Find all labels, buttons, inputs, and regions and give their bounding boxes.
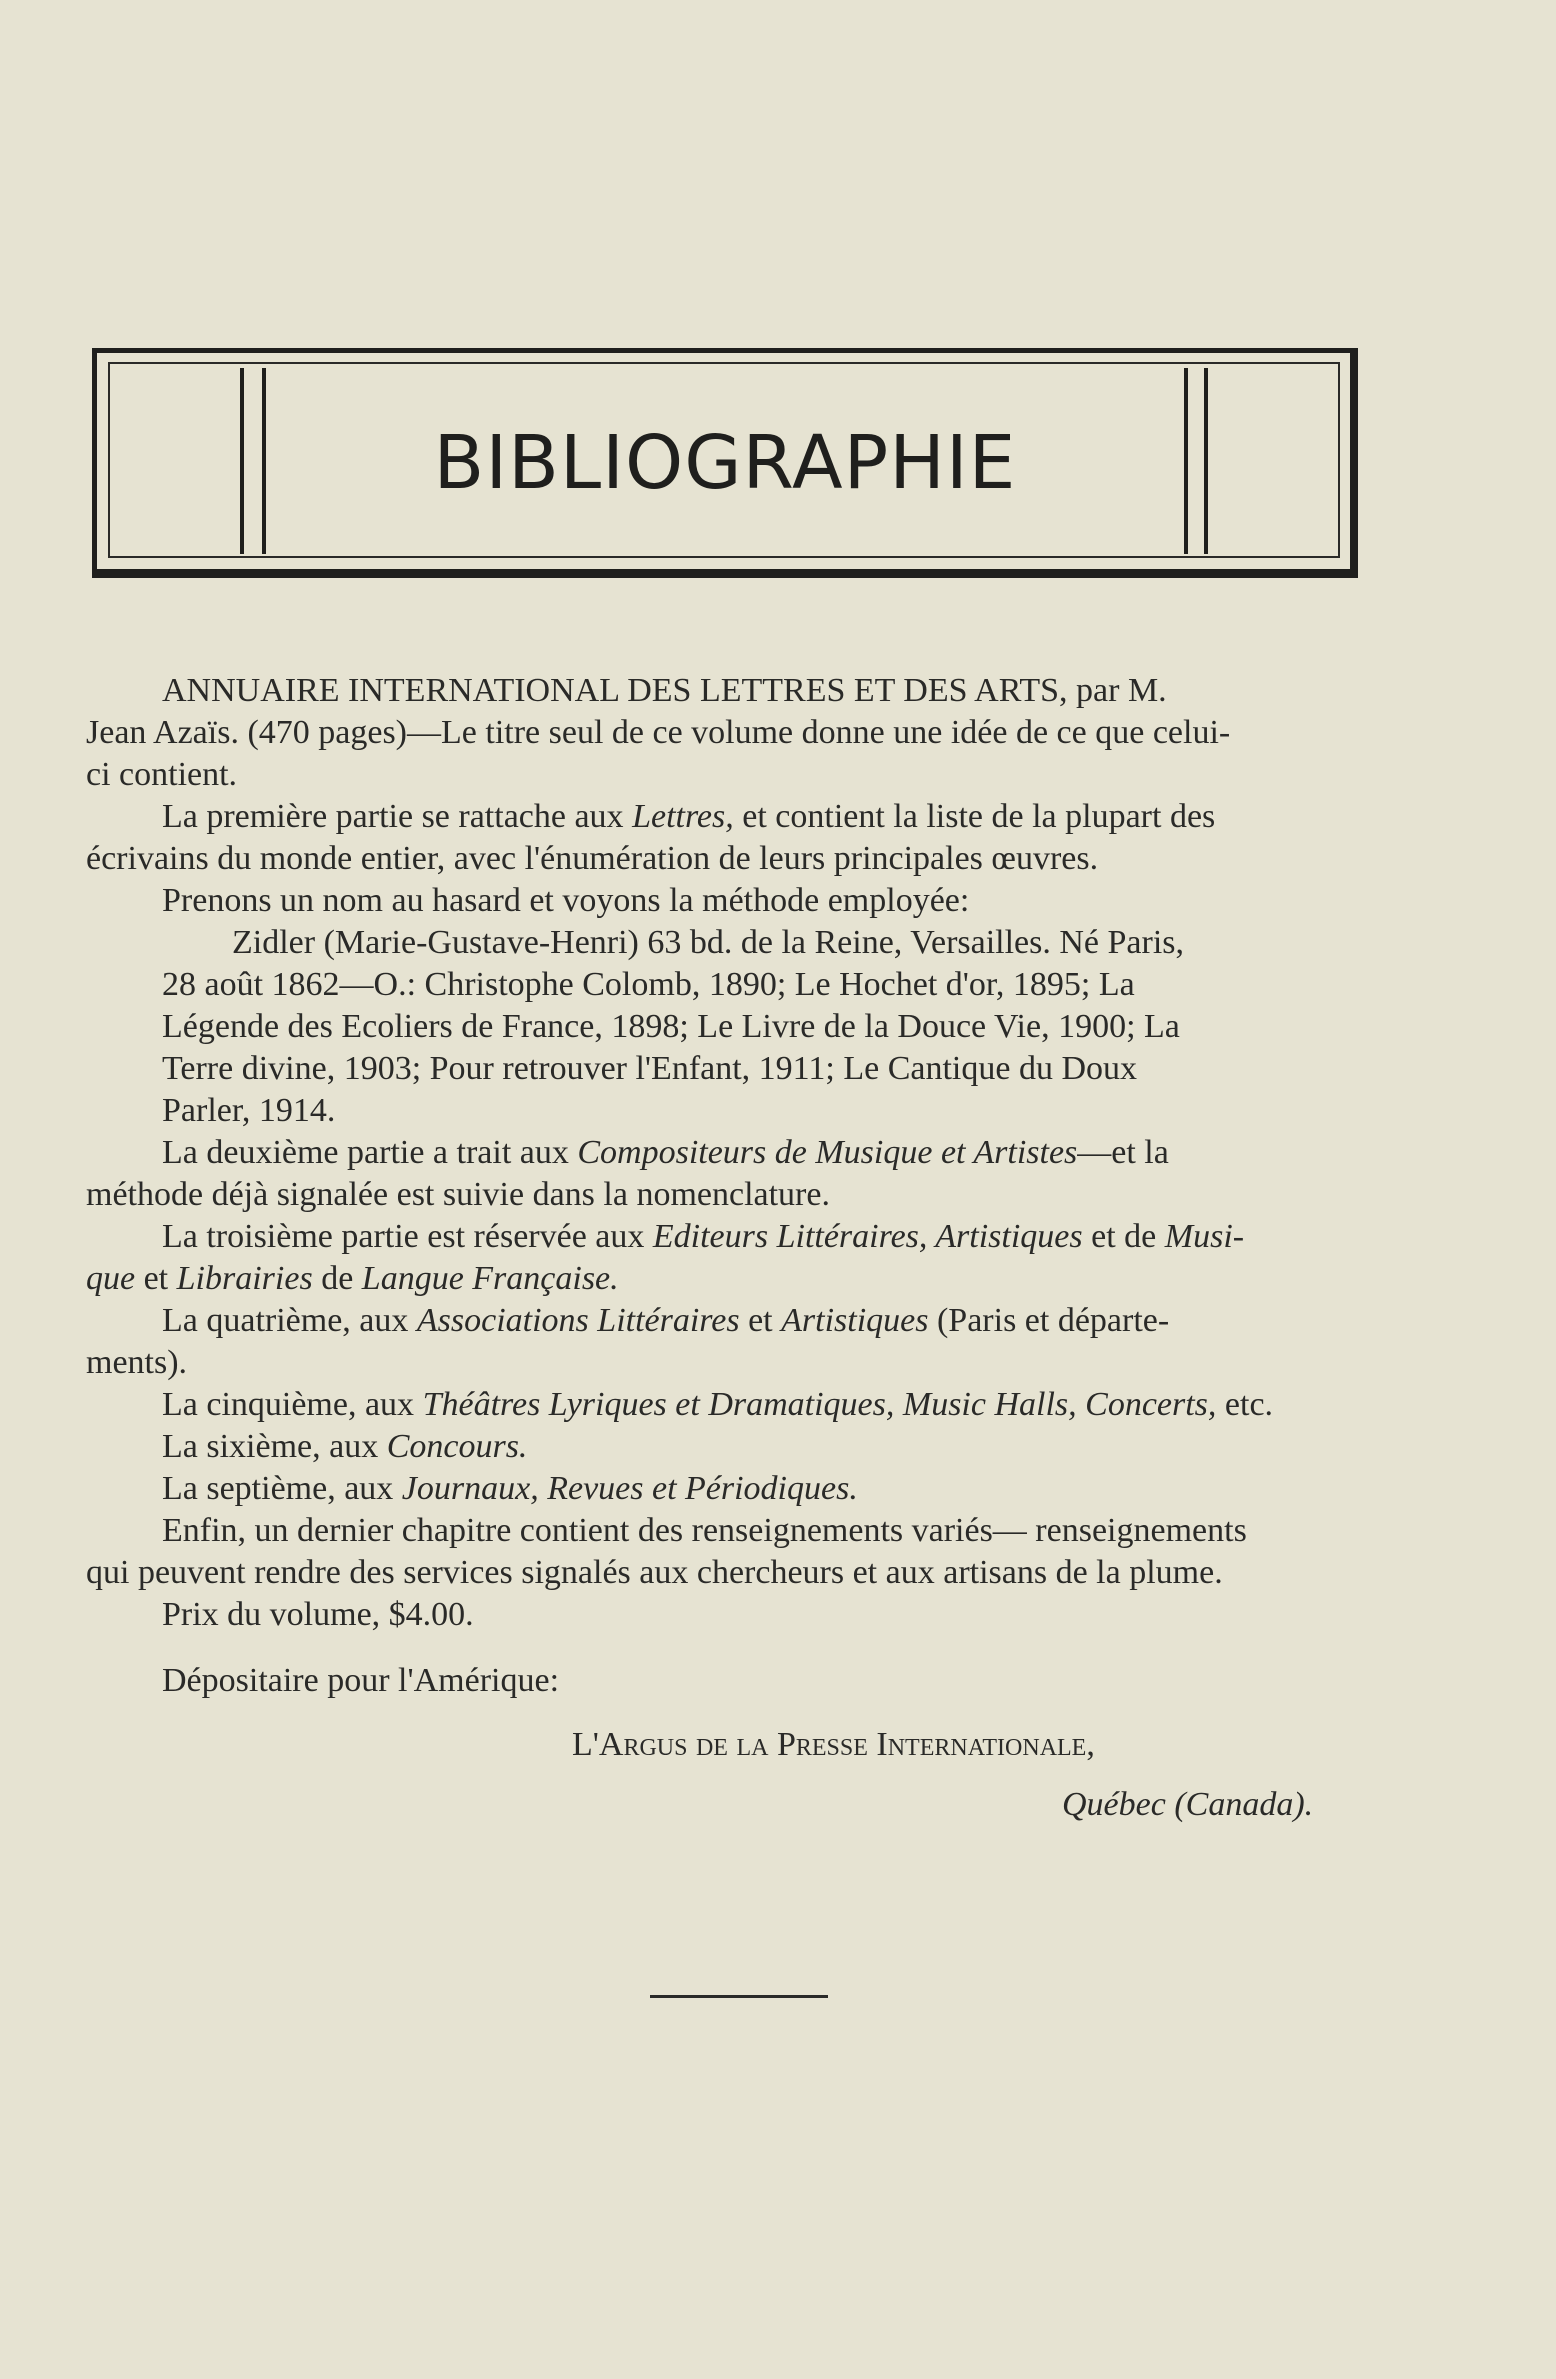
part-3-line-1: La troisième partie est réservée aux Editeurs Littéraires, Artistiques et de Musi- <box>162 1218 1245 1255</box>
part-4-line-1: La quatrième, aux Associations Littéraires et Artistiques (Paris et départe- <box>162 1302 1170 1339</box>
entry-line-2: Jean Azaïs. (470 pages)—Le titre seul de ce volume donne une idée de ce que celui- <box>86 714 1231 751</box>
depositary-label: Dépositaire pour l'Amérique: <box>162 1662 560 1699</box>
price-line: Prix du volume, $4.00. <box>162 1596 474 1633</box>
part-3-line-2: que et Librairies de Langue Française. <box>86 1260 619 1297</box>
title-banner <box>92 348 1358 578</box>
part-7-line: La septième, aux Journaux, Revues et Périodiques. <box>162 1470 858 1507</box>
part-6-line: La sixième, aux Concours. <box>162 1428 528 1465</box>
part-4-line-2: ments). <box>86 1344 188 1381</box>
final-chapter-line-2: qui peuvent rendre des services signalés aux chercheurs et aux artisans de la plume. <box>86 1554 1223 1591</box>
entry-line-1: ANNUAIRE INTERNATIONAL DES LETTRES ET DES ARTS, par M. <box>162 672 1167 709</box>
part-5-line: La cinquième, aux Théâtres Lyriques et Dramatiques, Music Halls, Concerts, etc. <box>162 1386 1274 1423</box>
example-line-4: Terre divine, 1903; Pour retrouver l'Enfant, 1911; Le Cantique du Doux <box>162 1050 1138 1087</box>
review-body <box>86 670 1362 1826</box>
example-line-3: Légende des Ecoliers de France, 1898; Le Livre de la Douce Vie, 1900; La <box>162 1008 1180 1045</box>
example-line-5: Parler, 1914. <box>162 1092 336 1129</box>
example-line-2: 28 août 1862—O.: Christophe Colomb, 1890; Le Hochet d'or, 1895; La <box>162 966 1135 1003</box>
part-1-line-1: La première partie se rattache aux Lettres, et contient la liste de la plupart des <box>162 798 1216 835</box>
final-chapter-line-1: Enfin, un dernier chapitre contient des renseignements variés— renseignements <box>162 1512 1247 1549</box>
part-1-line-2: écrivains du monde entier, avec l'énumération de leurs principales œuvres. <box>86 840 1099 877</box>
page-title: BIBLIOGRAPHIE <box>433 420 1017 506</box>
part-2-line-1: La deuxième partie a trait aux Compositeurs de Musique et Artistes—et la <box>162 1134 1169 1171</box>
closing-rule <box>650 1995 828 1998</box>
depositary-name: L'Argus de la Presse Internationale, <box>572 1726 1095 1763</box>
example-line-1: Zidler (Marie-Gustave-Henri) 63 bd. de la Reine, Versailles. Né Paris, <box>232 924 1185 961</box>
entry-line-3: ci contient. <box>86 756 238 793</box>
example-intro: Prenons un nom au hasard et voyons la méthode employée: <box>162 882 970 919</box>
depositary-city: Québec (Canada). <box>1062 1786 1314 1823</box>
part-2-line-2: méthode déjà signalée est suivie dans la nomenclature. <box>86 1176 830 1213</box>
